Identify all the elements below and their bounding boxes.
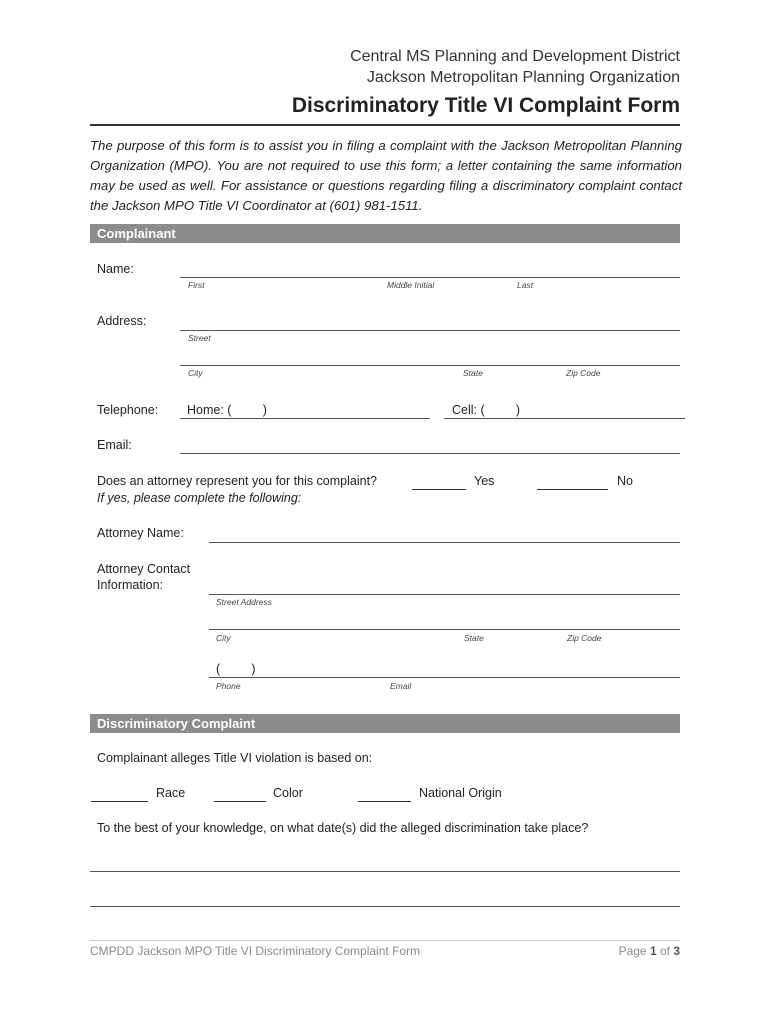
attorney-phone-email-field[interactable] bbox=[209, 677, 680, 678]
national-origin-label: National Origin bbox=[419, 786, 502, 800]
email-field[interactable] bbox=[180, 453, 680, 454]
attorney-no-blank[interactable] bbox=[537, 489, 608, 490]
name-label: Name: bbox=[97, 262, 134, 276]
attorney-city-caption: City bbox=[216, 633, 231, 643]
address-label: Address: bbox=[97, 314, 147, 328]
yes-label: Yes bbox=[474, 474, 495, 488]
attorney-phone-paren: ( ) bbox=[216, 662, 256, 676]
street-field[interactable] bbox=[180, 330, 680, 331]
if-yes-note: If yes, please complete the following: bbox=[97, 491, 302, 505]
footer-form-name: CMPDD Jackson MPO Title VI Discriminatory Complaint Form bbox=[90, 944, 421, 958]
email-label: Email: bbox=[97, 438, 132, 452]
title-rule bbox=[90, 124, 680, 126]
intro-paragraph: The purpose of this form is to assist you in filing a complaint with the Jackson Metropolitan Planning Organization (MPO). You are not required to use this form; a letter containing the same information may be used as well. For assistance or questions regarding filing a discriminatory complaint contact the Jackson MPO Title VI Coordinator at (601) 981-1511. bbox=[90, 138, 682, 213]
zip-caption: Zip Code bbox=[566, 368, 601, 378]
name-field[interactable] bbox=[180, 277, 680, 278]
section-discriminatory-complaint: Discriminatory Complaint bbox=[90, 714, 680, 733]
attorney-name-label: Attorney Name: bbox=[97, 526, 184, 540]
section-complainant: Complainant bbox=[90, 224, 680, 243]
color-label: Color bbox=[273, 786, 303, 800]
national-origin-blank[interactable] bbox=[358, 801, 411, 802]
page-prefix: Page bbox=[618, 944, 650, 958]
home-phone-field[interactable] bbox=[180, 418, 430, 419]
street-caption: Street bbox=[188, 333, 211, 343]
attorney-state-caption: State bbox=[464, 633, 484, 643]
page-total: 3 bbox=[673, 944, 680, 958]
page-of: of bbox=[656, 944, 674, 958]
attorney-question: Does an attorney represent you for this complaint? bbox=[97, 474, 378, 488]
footer-rule bbox=[90, 940, 680, 941]
name-middle-caption: Middle Initial bbox=[387, 280, 435, 290]
attorney-street-caption: Street Address bbox=[216, 597, 272, 607]
attorney-zip-caption: Zip Code bbox=[567, 633, 602, 643]
attorney-contact-label-2: Information: bbox=[97, 578, 164, 592]
org-line-1: Central MS Planning and Development District bbox=[350, 48, 680, 65]
attorney-name-field[interactable] bbox=[209, 542, 680, 543]
org-line-2: Jackson Metropolitan Planning Organization bbox=[366, 69, 680, 86]
no-label: No bbox=[617, 474, 633, 488]
footer-page-number bbox=[619, 944, 680, 958]
telephone-label: Telephone: bbox=[97, 403, 159, 417]
date-answer-line-2[interactable] bbox=[90, 906, 680, 907]
cell-phone-field[interactable] bbox=[444, 418, 685, 419]
attorney-street-field[interactable] bbox=[209, 594, 680, 595]
attorney-city-field[interactable] bbox=[209, 629, 680, 630]
state-caption: State bbox=[463, 368, 483, 378]
date-answer-line-1[interactable] bbox=[90, 871, 680, 872]
race-blank[interactable] bbox=[91, 801, 148, 802]
attorney-phone-caption: Phone bbox=[216, 681, 241, 691]
name-last-caption: Last bbox=[517, 280, 534, 290]
attorney-contact-label-1: Attorney Contact bbox=[97, 562, 191, 576]
cell-phone-label: Cell: ( ) bbox=[452, 403, 521, 417]
date-question: To the best of your knowledge, on what date(s) did the alleged discrimination take place? bbox=[97, 821, 589, 835]
basis-question: Complainant alleges Title VI violation is based on: bbox=[97, 751, 373, 765]
page-current: 1 bbox=[649, 944, 657, 958]
attorney-yes-blank[interactable] bbox=[412, 489, 466, 490]
color-blank[interactable] bbox=[214, 801, 266, 802]
home-phone-label: Home: ( ) bbox=[187, 403, 267, 417]
city-caption: City bbox=[188, 368, 203, 378]
form-title: Discriminatory Title VI Complaint Form bbox=[291, 94, 680, 117]
name-first-caption: First bbox=[188, 280, 205, 290]
race-label: Race bbox=[156, 786, 186, 800]
attorney-email-caption: Email bbox=[390, 681, 412, 691]
city-state-zip-field[interactable] bbox=[180, 365, 680, 366]
